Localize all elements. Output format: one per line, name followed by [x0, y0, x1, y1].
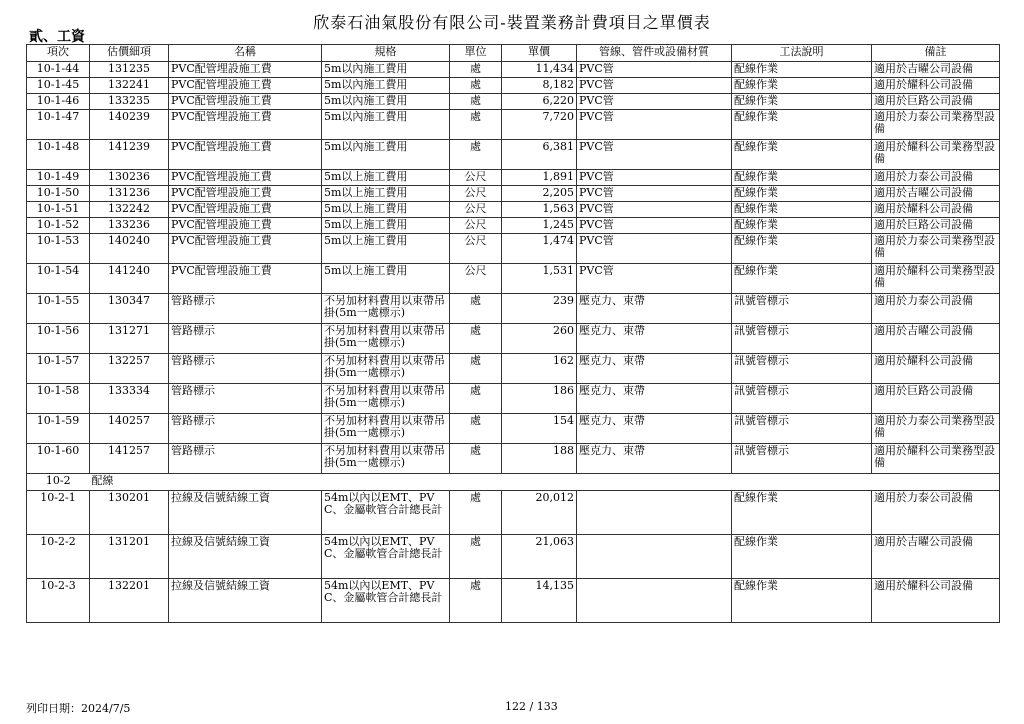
table-row — [27, 140, 1000, 170]
name-cell: PVC配管埋設施工費 — [169, 170, 322, 186]
unit-price-cell: 11,434 — [502, 62, 577, 78]
remark-cell: 適用於吉曜公司設備 — [872, 535, 1000, 579]
unit-price-cell: 162 — [502, 354, 577, 384]
unit-price-cell: 14,135 — [502, 579, 577, 623]
table-row — [27, 294, 1000, 324]
unit-price-cell: 1,474 — [502, 234, 577, 264]
unit-cell: 處 — [450, 535, 502, 579]
name-cell: PVC配管埋設施工費 — [169, 78, 322, 94]
table-row — [27, 384, 1000, 414]
estimate-code-cell: 133236 — [90, 218, 169, 234]
spec-cell: 不另加材料費用以束帶吊掛(5m一處標示) — [322, 384, 450, 414]
estimate-code-cell: 141240 — [90, 264, 169, 294]
remark-cell: 適用於耀科公司業務型設備 — [872, 444, 1000, 474]
method-cell: 配線作業 — [732, 264, 872, 294]
estimate-code-cell: 133235 — [90, 94, 169, 110]
method-cell: 訊號管標示 — [732, 444, 872, 474]
estimate-code-cell: 132201 — [90, 579, 169, 623]
table-row — [27, 444, 1000, 474]
table-row — [27, 110, 1000, 140]
material-cell: 壓克力、束帶 — [577, 444, 732, 474]
name-cell: 管路標示 — [169, 294, 322, 324]
material-cell: PVC管 — [577, 264, 732, 294]
section-heading: 貳、工資 — [29, 29, 85, 45]
method-cell: 配線作業 — [732, 140, 872, 170]
method-cell: 配線作業 — [732, 218, 872, 234]
item-no-cell: 10-1-52 — [27, 218, 90, 234]
method-cell: 訊號管標示 — [732, 354, 872, 384]
spec-cell: 5m以上施工費用 — [322, 234, 450, 264]
method-cell: 配線作業 — [732, 78, 872, 94]
name-cell: 管路標示 — [169, 354, 322, 384]
name-cell: PVC配管埋設施工費 — [169, 264, 322, 294]
unit-price-cell: 6,220 — [502, 94, 577, 110]
method-cell: 配線作業 — [732, 186, 872, 202]
unit-price-cell: 1,563 — [502, 202, 577, 218]
estimate-code-cell: 133334 — [90, 384, 169, 414]
item-no-cell: 10-1-53 — [27, 234, 90, 264]
method-cell: 配線作業 — [732, 110, 872, 140]
table-row — [27, 579, 1000, 623]
method-cell: 訊號管標示 — [732, 414, 872, 444]
material-cell: 壓克力、束帶 — [577, 414, 732, 444]
remark-cell: 適用於力泰公司業務型設備 — [872, 110, 1000, 140]
estimate-code-cell: 131235 — [90, 62, 169, 78]
unit-price-cell: 8,182 — [502, 78, 577, 94]
unit-price-cell: 154 — [502, 414, 577, 444]
unit-price-cell: 6,381 — [502, 140, 577, 170]
header-remark: 備註 — [872, 45, 1000, 62]
material-cell: 壓克力、束帶 — [577, 384, 732, 414]
table-row — [27, 170, 1000, 186]
item-no-cell: 10-1-47 — [27, 110, 90, 140]
table-header-row — [27, 45, 1000, 62]
table-row — [27, 62, 1000, 78]
page-number: 122 / 133 — [505, 700, 558, 713]
unit-cell: 處 — [450, 94, 502, 110]
item-no-cell: 10-1-45 — [27, 78, 90, 94]
unit-price-cell: 21,063 — [502, 535, 577, 579]
table-row — [27, 491, 1000, 535]
remark-cell: 適用於吉曜公司設備 — [872, 62, 1000, 78]
method-cell: 配線作業 — [732, 535, 872, 579]
remark-cell: 適用於力泰公司設備 — [872, 294, 1000, 324]
estimate-code-cell: 130236 — [90, 170, 169, 186]
name-cell: 管路標示 — [169, 414, 322, 444]
estimate-code-cell: 140257 — [90, 414, 169, 444]
remark-cell: 適用於耀科公司業務型設備 — [872, 140, 1000, 170]
name-cell: PVC配管埋設施工費 — [169, 234, 322, 264]
item-no-cell: 10-1-48 — [27, 140, 90, 170]
unit-cell: 處 — [450, 324, 502, 354]
unit-price-cell: 239 — [502, 294, 577, 324]
name-cell: 拉線及信號結線工資 — [169, 535, 322, 579]
remark-cell: 適用於力泰公司設備 — [872, 170, 1000, 186]
remark-cell: 適用於吉曜公司設備 — [872, 186, 1000, 202]
item-no-cell: 10-2-3 — [27, 579, 90, 623]
material-cell: PVC管 — [577, 62, 732, 78]
header-name: 名稱 — [169, 45, 322, 62]
name-cell: 拉線及信號結線工資 — [169, 579, 322, 623]
method-cell: 配線作業 — [732, 234, 872, 264]
item-no-cell: 10-1-50 — [27, 186, 90, 202]
unit-cell: 處 — [450, 110, 502, 140]
spec-cell: 54m以內以EMT、PVC、金屬軟管合計總長計 — [322, 491, 450, 535]
remark-cell: 適用於巨路公司設備 — [872, 384, 1000, 414]
unit-cell: 公尺 — [450, 218, 502, 234]
spec-cell: 5m以上施工費用 — [322, 264, 450, 294]
remark-cell: 適用於耀科公司設備 — [872, 78, 1000, 94]
name-cell: PVC配管埋設施工費 — [169, 140, 322, 170]
spec-cell: 5m以內施工費用 — [322, 140, 450, 170]
item-no-cell: 10-1-46 — [27, 94, 90, 110]
method-cell: 配線作業 — [732, 579, 872, 623]
item-no-cell: 10-1-49 — [27, 170, 90, 186]
table-row — [27, 218, 1000, 234]
table-row — [27, 354, 1000, 384]
unit-cell: 處 — [450, 579, 502, 623]
unit-cell: 處 — [450, 491, 502, 535]
name-cell: 拉線及信號結線工資 — [169, 491, 322, 535]
name-cell: 管路標示 — [169, 324, 322, 354]
unit-cell: 處 — [450, 354, 502, 384]
estimate-code-cell: 131236 — [90, 186, 169, 202]
unit-price-cell: 1,531 — [502, 264, 577, 294]
method-cell: 配線作業 — [732, 202, 872, 218]
method-cell: 配線作業 — [732, 170, 872, 186]
remark-cell: 適用於巨路公司設備 — [872, 218, 1000, 234]
unit-cell: 公尺 — [450, 234, 502, 264]
material-cell: 壓克力、束帶 — [577, 294, 732, 324]
estimate-code-cell: 141239 — [90, 140, 169, 170]
spec-cell: 54m以內以EMT、PVC、金屬軟管合計總長計 — [322, 535, 450, 579]
item-no-cell: 10-1-58 — [27, 384, 90, 414]
estimate-code-cell: 132242 — [90, 202, 169, 218]
unit-price-cell: 1,245 — [502, 218, 577, 234]
unit-price-cell: 20,012 — [502, 491, 577, 535]
method-cell: 配線作業 — [732, 62, 872, 78]
name-cell: 管路標示 — [169, 444, 322, 474]
spec-cell: 不另加材料費用以束帶吊掛(5m一處標示) — [322, 354, 450, 384]
material-cell: PVC管 — [577, 218, 732, 234]
material-cell — [577, 491, 732, 535]
remark-cell: 適用於力泰公司業務型設備 — [872, 234, 1000, 264]
item-no-cell: 10-1-59 — [27, 414, 90, 444]
remark-cell: 適用於耀科公司設備 — [872, 354, 1000, 384]
table-row — [27, 78, 1000, 94]
method-cell: 訊號管標示 — [732, 294, 872, 324]
section-name: 配線 — [90, 474, 1000, 491]
table-row — [27, 94, 1000, 110]
section-code: 10-2 — [27, 474, 90, 491]
method-cell: 配線作業 — [732, 94, 872, 110]
material-cell: PVC管 — [577, 94, 732, 110]
unit-price-cell: 188 — [502, 444, 577, 474]
material-cell: PVC管 — [577, 170, 732, 186]
header-unit-price: 單價 — [502, 45, 577, 62]
estimate-code-cell: 130347 — [90, 294, 169, 324]
material-cell: PVC管 — [577, 202, 732, 218]
unit-cell: 公尺 — [450, 202, 502, 218]
material-cell: PVC管 — [577, 110, 732, 140]
spec-cell: 不另加材料費用以束帶吊掛(5m一處標示) — [322, 324, 450, 354]
unit-price-cell: 7,720 — [502, 110, 577, 140]
name-cell: PVC配管埋設施工費 — [169, 62, 322, 78]
print-date: 列印日期：2024/7/5 — [26, 702, 131, 715]
spec-cell: 5m以上施工費用 — [322, 186, 450, 202]
unit-cell: 處 — [450, 444, 502, 474]
item-no-cell: 10-1-55 — [27, 294, 90, 324]
estimate-code-cell: 132241 — [90, 78, 169, 94]
spec-cell: 5m以內施工費用 — [322, 78, 450, 94]
estimate-code-cell: 141257 — [90, 444, 169, 474]
estimate-code-cell: 130201 — [90, 491, 169, 535]
table-row — [27, 324, 1000, 354]
unit-price-cell: 186 — [502, 384, 577, 414]
method-cell: 訊號管標示 — [732, 324, 872, 354]
unit-cell: 處 — [450, 78, 502, 94]
remark-cell: 適用於力泰公司業務型設備 — [872, 414, 1000, 444]
estimate-code-cell: 132257 — [90, 354, 169, 384]
item-no-cell: 10-1-60 — [27, 444, 90, 474]
unit-cell: 公尺 — [450, 264, 502, 294]
material-cell — [577, 579, 732, 623]
item-no-cell: 10-1-51 — [27, 202, 90, 218]
item-no-cell: 10-2-1 — [27, 491, 90, 535]
remark-cell: 適用於耀科公司設備 — [872, 579, 1000, 623]
material-cell: PVC管 — [577, 140, 732, 170]
section-row — [27, 474, 1000, 491]
unit-cell: 處 — [450, 140, 502, 170]
unit-cell: 處 — [450, 294, 502, 324]
spec-cell: 5m以內施工費用 — [322, 62, 450, 78]
spec-cell: 5m以上施工費用 — [322, 170, 450, 186]
spec-cell: 不另加材料費用以束帶吊掛(5m一處標示) — [322, 414, 450, 444]
estimate-code-cell: 140240 — [90, 234, 169, 264]
document-title: 欣泰石油氣股份有限公司-裝置業務計費項目之單價表 — [313, 13, 711, 32]
name-cell: 管路標示 — [169, 384, 322, 414]
name-cell: PVC配管埋設施工費 — [169, 218, 322, 234]
remark-cell: 適用於力泰公司設備 — [872, 491, 1000, 535]
item-no-cell: 10-1-56 — [27, 324, 90, 354]
table-row — [27, 535, 1000, 579]
name-cell: PVC配管埋設施工費 — [169, 202, 322, 218]
header-unit: 單位 — [450, 45, 502, 62]
table-row — [27, 414, 1000, 444]
table-row — [27, 186, 1000, 202]
item-no-cell: 10-1-54 — [27, 264, 90, 294]
spec-cell: 5m以上施工費用 — [322, 218, 450, 234]
unit-price-cell: 260 — [502, 324, 577, 354]
remark-cell: 適用於巨路公司設備 — [872, 94, 1000, 110]
unit-cell: 公尺 — [450, 186, 502, 202]
material-cell: PVC管 — [577, 78, 732, 94]
unit-price-cell: 1,891 — [502, 170, 577, 186]
header-estimate-code: 估價細項 — [90, 45, 169, 62]
header-method: 工法說明 — [732, 45, 872, 62]
remark-cell: 適用於耀科公司設備 — [872, 202, 1000, 218]
spec-cell: 54m以內以EMT、PVC、金屬軟管合計總長計 — [322, 579, 450, 623]
table-row — [27, 264, 1000, 294]
remark-cell: 適用於吉曜公司設備 — [872, 324, 1000, 354]
unit-cell: 處 — [450, 414, 502, 444]
spec-cell: 不另加材料費用以束帶吊掛(5m一處標示) — [322, 294, 450, 324]
estimate-code-cell: 140239 — [90, 110, 169, 140]
unit-cell: 處 — [450, 384, 502, 414]
estimate-code-cell: 131271 — [90, 324, 169, 354]
table-row — [27, 202, 1000, 218]
name-cell: PVC配管埋設施工費 — [169, 186, 322, 202]
name-cell: PVC配管埋設施工費 — [169, 110, 322, 140]
estimate-code-cell: 131201 — [90, 535, 169, 579]
material-cell: 壓克力、束帶 — [577, 354, 732, 384]
material-cell: PVC管 — [577, 234, 732, 264]
header-item-no: 項次 — [27, 45, 90, 62]
name-cell: PVC配管埋設施工費 — [169, 94, 322, 110]
item-no-cell: 10-1-57 — [27, 354, 90, 384]
remark-cell: 適用於耀科公司業務型設備 — [872, 264, 1000, 294]
method-cell: 訊號管標示 — [732, 384, 872, 414]
header-material: 管線、管件或設備材質 — [577, 45, 732, 62]
unit-cell: 處 — [450, 62, 502, 78]
unit-price-table — [26, 44, 1000, 623]
spec-cell: 5m以內施工費用 — [322, 94, 450, 110]
unit-cell: 公尺 — [450, 170, 502, 186]
material-cell — [577, 535, 732, 579]
header-spec: 規格 — [322, 45, 450, 62]
item-no-cell: 10-1-44 — [27, 62, 90, 78]
item-no-cell: 10-2-2 — [27, 535, 90, 579]
spec-cell: 不另加材料費用以束帶吊掛(5m一處標示) — [322, 444, 450, 474]
material-cell: 壓克力、束帶 — [577, 324, 732, 354]
table-row — [27, 234, 1000, 264]
spec-cell: 5m以內施工費用 — [322, 110, 450, 140]
spec-cell: 5m以上施工費用 — [322, 202, 450, 218]
unit-price-cell: 2,205 — [502, 186, 577, 202]
method-cell: 配線作業 — [732, 491, 872, 535]
material-cell: PVC管 — [577, 186, 732, 202]
